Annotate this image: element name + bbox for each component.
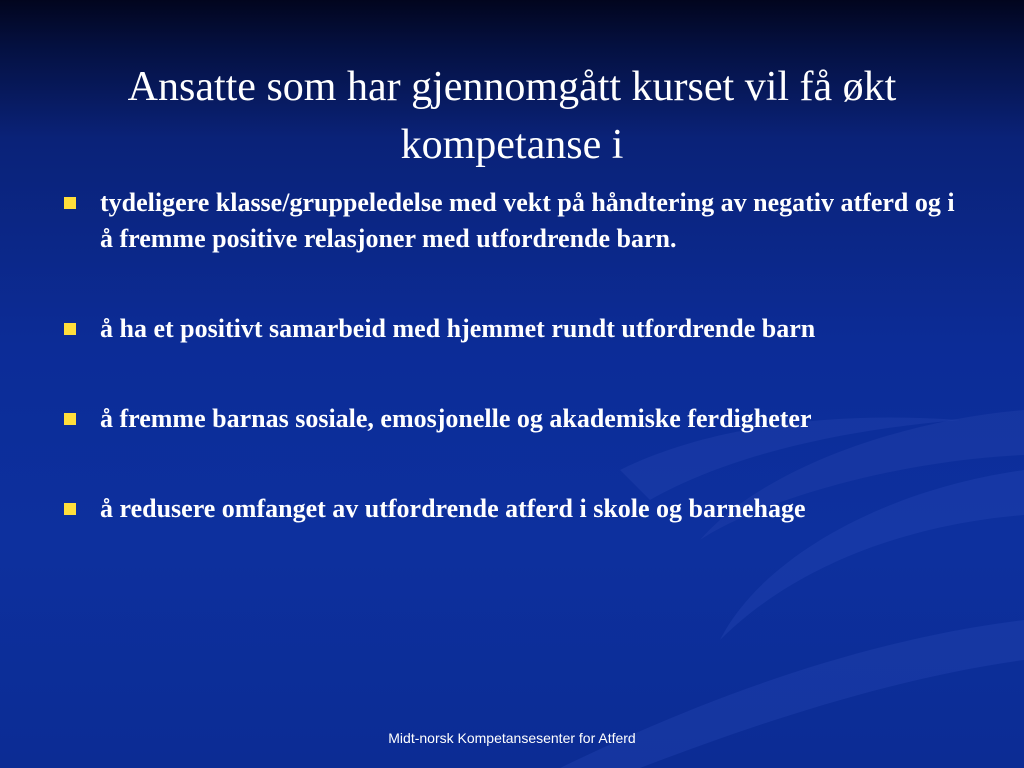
bullet-text: å ha et positivt samarbeid med hjemmet rundt utfordrende barn <box>100 314 816 343</box>
square-bullet-icon <box>64 197 76 209</box>
bullet-text: å redusere omfanget av utfordrende atferd i skole og barnehage <box>100 494 806 523</box>
bullet-text: tydeligere klasse/gruppeledelse med vekt på håndtering av negativ atferd og i å fremme positive relasjoner med utfordrende barn. <box>100 188 955 253</box>
slide-footer: Midt-norsk Kompetansesenter for Atferd <box>388 730 636 746</box>
square-bullet-icon <box>64 323 76 335</box>
bullet-item <box>62 491 972 527</box>
slide-title: Ansatte som har gjennomgått kurset vil få økt kompetanse i <box>127 64 897 168</box>
bullet-item <box>62 185 972 257</box>
bullet-item <box>62 311 972 347</box>
bullet-text: å fremme barnas sosiale, emosjonelle og akademiske ferdigheter <box>100 404 812 433</box>
square-bullet-icon <box>64 503 76 515</box>
square-bullet-icon <box>64 413 76 425</box>
bullet-item <box>62 401 972 437</box>
bullet-list <box>62 185 972 527</box>
